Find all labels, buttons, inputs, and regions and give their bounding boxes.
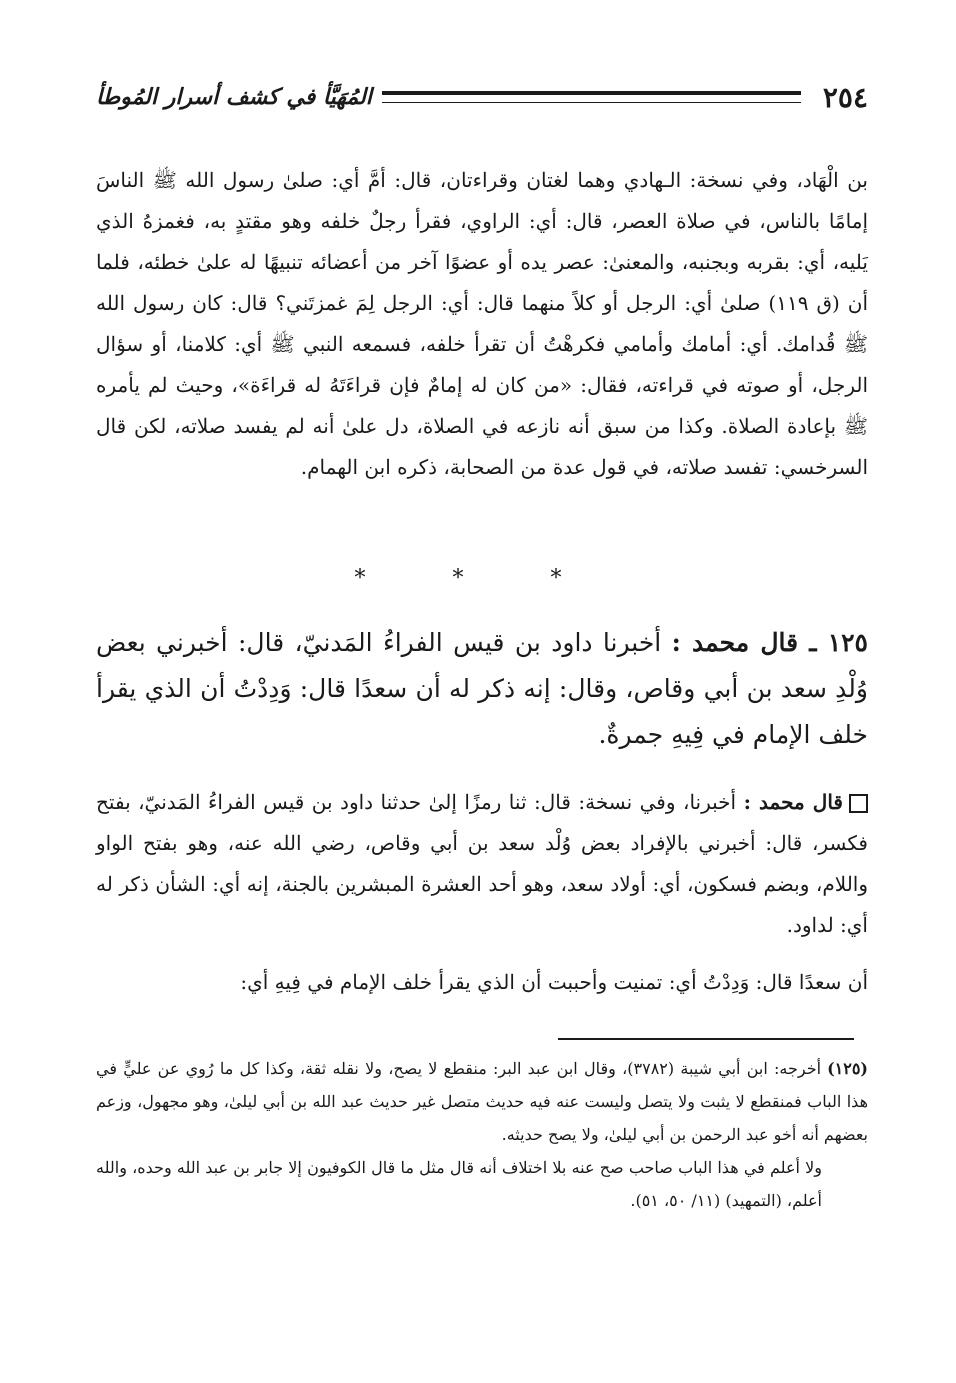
hadith-text: أخبرنا داود بن قيس الفراءُ المَدنيّ، قال: أخبرني بعض وُلْدِ سعد بن أبي وقاص، وقال: إنه ذكر له أن سعدًا قال: وَدِدْتُ أن الذي يقرأ خلف الإمام في فِيهِ جمرةٌ. bbox=[96, 628, 868, 749]
footnote-text: أخرجه: ابن أبي شيبة (٣٧٨٢)، وقال ابن عبد البر: منقطع لا يصح، ولا نقله ثقة، وكذا كل ما رُوي عن عليٍّ في هذا الباب فمنقطع لا يثبت ولا يتصل وليست عنه فيه حديث متصل غير حديث عبد الله بن أبي ليلىٰ، وهو مجهول، وزعم بعضهم أنه أخو عبد الرحمن بن أبي ليلىٰ، ولا يصح حديثه. bbox=[96, 1059, 868, 1144]
commentary-top bbox=[96, 160, 868, 488]
commentary-continue-text: أن سعدًا قال: وَدِدْتُ أي: تمنيت وأحببت أن الذي يقرأ خلف الإمام في فِيهِ أي: bbox=[240, 970, 868, 994]
hadith-125 bbox=[96, 620, 868, 758]
square-box-icon bbox=[849, 794, 868, 813]
commentary-hadith bbox=[96, 782, 868, 946]
header-rule bbox=[382, 91, 801, 103]
book-title: المُهَيَّأ في كشف أسرار المُوطأ bbox=[96, 84, 372, 110]
footnote-number: (١٢٥) bbox=[827, 1059, 868, 1078]
commentary-continue bbox=[96, 962, 868, 1003]
commentary-lead: قال محمد : bbox=[743, 790, 843, 814]
footnote-continuation: ولا أعلم في هذا الباب صاحب صح عنه بلا اختلاف أنه قال مثل ما قال الكوفيون إلا جابر بن عبد الله وحده، والله أعلم، (التمهيد) (١١/ ٥٠، ٥١). bbox=[96, 1158, 822, 1210]
commentary-hadith-text: أخبرنا، وفي نسخة: قال: ثنا رمزًا إلىٰ حدثنا داود بن قيس الفراءُ المَدنيّ، بفتح فكسر، قال: أخبرني بالإفراد بعض وُلْد سعد بن أبي وقاص، رضي الله عنه، وهو بفتح الواو واللام، وبضم فسكون، أي: أولاد سعد، وهو أحد العشرة المبشرين بالجنة، إنه أي: الشأن ذكر له أي: لداود. bbox=[96, 790, 868, 937]
footnotes bbox=[96, 1052, 868, 1217]
footnote-125 bbox=[96, 1052, 868, 1151]
footnote-rule bbox=[558, 1038, 854, 1040]
commentary-top-text: بن الْهَاد، وفي نسخة: الـهادي وهما لغتان وقراءتان، قال: أمَّ أي: صلىٰ رسول الله ﷺ الناسَ إمامًا بالناس، في صلاة العصر، قال: أي: الراوي، فقرأ رجلٌ خلفه وهو مقتدٍ به، فغمزهُ الذي يَليه، أي: بقربه وبجنبه، والمعنىٰ: عصر يده أو عضوًا آخر من أعضائه تنبيهًا له علىٰ خطئه، فلما أن (ق ١١٩) صلىٰ أي: الرجل أو كلاً منهما قال: أي: الرجل لِمَ غمزتَني؟ قال: كان رسول الله ﷺ قُدامك. أي: أمامك وأمامي فكرهْتُ أن تقرأ خلفه، فسمعه النبي ﷺ أي: كلامنا، أو سؤال الرجل، أو صوته في قراءته، فقال: «من كان له إمامٌ فإن قراءَتَهُ له قراءَة»، وحيث لم يأمره ﷺ بإعادة الصلاة. وكذا من سبق أنه نازعه في الصلاة، دل علىٰ أنه لم يفسد صلاته، لكن قال السرخسي: تفسد صلاته، في قول عدة من الصحابة، ذكره ابن الهمام. bbox=[96, 168, 869, 479]
page-number: ٢٥٤ bbox=[822, 80, 868, 114]
hadith-lead: ١٢٥ ـ قال محمد : bbox=[671, 628, 868, 657]
page-header bbox=[96, 72, 868, 122]
section-separator: * * * bbox=[354, 566, 602, 591]
